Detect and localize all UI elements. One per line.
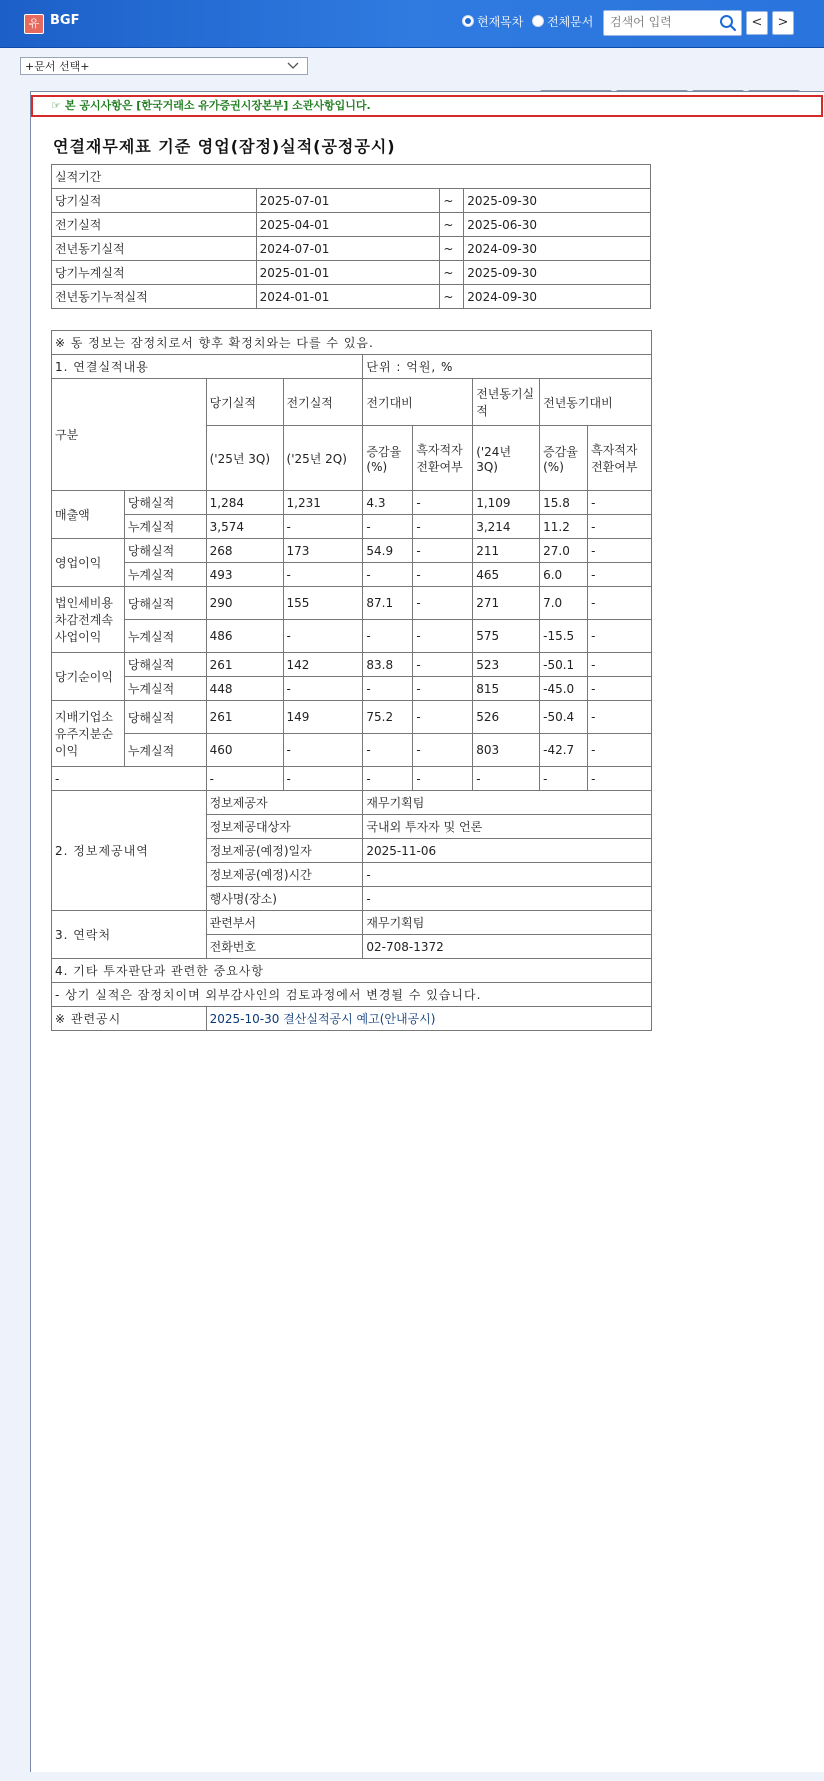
cell: - (588, 767, 652, 791)
row-type: 당해실적 (124, 539, 206, 563)
cell: - (413, 515, 473, 539)
cell: - (52, 767, 207, 791)
search-input[interactable] (604, 11, 710, 33)
cell: - (283, 515, 363, 539)
cell: - (588, 515, 652, 539)
col-header-yoy: 전년동기실적 (473, 379, 540, 426)
contact-value: 재무기획팀 (363, 911, 652, 935)
cell: 3,214 (473, 515, 540, 539)
notice-text: 본 공시사항은 [한국거래소 유가증권시장본부] 소관사항입니다. (64, 99, 371, 112)
page-title: 연결재무제표 기준 영업(잠정)실적(공정공시) (53, 137, 396, 156)
period-label: 전년동기실적 (52, 237, 257, 261)
cell: - (283, 677, 363, 701)
section-3-title: 3. 연락처 (52, 911, 207, 959)
table-row (52, 165, 651, 189)
period-from: 2025-07-01 (256, 189, 440, 213)
table-row (52, 331, 652, 355)
table-row (52, 653, 652, 677)
section-1-title: 1. 연결실적내용 (52, 355, 363, 379)
cell: - (413, 734, 473, 767)
cell: - (413, 677, 473, 701)
col-header-current: 당기실적 (206, 379, 283, 426)
cell: - (588, 701, 652, 734)
cell: - (413, 491, 473, 515)
cell: -42.7 (540, 734, 588, 767)
row-category: 영업이익 (52, 539, 125, 587)
related-disclosure-link[interactable]: 2025-10-30 결산실적공시 예고(안내공시) (206, 1007, 651, 1031)
cell: 268 (206, 539, 283, 563)
cell: - (413, 701, 473, 734)
cell: 54.9 (363, 539, 413, 563)
cell: - (588, 734, 652, 767)
table-row (52, 587, 652, 620)
row-type: 누계실적 (124, 734, 206, 767)
cell: 27.0 (540, 539, 588, 563)
radio-current-label: 현재목차 (477, 15, 524, 29)
cell: - (363, 734, 413, 767)
cell: - (588, 491, 652, 515)
cell: - (283, 563, 363, 587)
app-icon: 유 (24, 14, 44, 34)
info-value: 재무기획팀 (363, 791, 652, 815)
period-sep: ~ (440, 237, 464, 261)
contact-value: 02-708-1372 (363, 935, 652, 959)
row-category: 법인세비용차감전계속사업이익 (52, 587, 125, 653)
cell: - (588, 653, 652, 677)
info-value: - (363, 863, 652, 887)
related-disclosure-label: ※ 관련공시 (52, 1007, 207, 1031)
col-sub-current: ('25년 3Q) (206, 426, 283, 491)
table-row (52, 379, 652, 426)
period-to: 2025-06-30 (464, 213, 651, 237)
table-row (52, 491, 652, 515)
unit-label: 단위 : 억원, % (363, 355, 652, 379)
period-label: 전기실적 (52, 213, 257, 237)
cell: 575 (473, 620, 540, 653)
cell: 3,574 (206, 515, 283, 539)
cell: 142 (283, 653, 363, 677)
cell: - (473, 767, 540, 791)
table-row (52, 620, 652, 653)
cell: 7.0 (540, 587, 588, 620)
cell: -50.1 (540, 653, 588, 677)
cell: - (413, 539, 473, 563)
row-category: 지배기업소유주지분순이익 (52, 701, 125, 767)
table-row (52, 515, 652, 539)
section-4-title: 4. 기타 투자판단과 관련한 중요사항 (52, 959, 652, 983)
document-select-value: +문서 선택+ (25, 60, 90, 73)
cell: - (283, 620, 363, 653)
period-to: 2025-09-30 (464, 261, 651, 285)
period-sep: ~ (440, 213, 464, 237)
document-select[interactable] (20, 57, 308, 75)
cell: 75.2 (363, 701, 413, 734)
period-table (51, 164, 651, 309)
cell: 83.8 (363, 653, 413, 677)
cell: 261 (206, 653, 283, 677)
cell: 493 (206, 563, 283, 587)
chevron-down-icon (287, 60, 299, 72)
cell: -50.4 (540, 701, 588, 734)
col-sub-rate2: 증감율(%) (540, 426, 588, 491)
top-header-bar (0, 0, 824, 48)
next-result-button[interactable] (772, 11, 794, 35)
info-value: 2025-11-06 (363, 839, 652, 863)
cell: 803 (473, 734, 540, 767)
col-sub-yoy: ('24년 3Q) (473, 426, 540, 491)
info-key: 정보제공자 (206, 791, 363, 815)
period-label: 당기실적 (52, 189, 257, 213)
contact-key: 전화번호 (206, 935, 363, 959)
cell: - (588, 620, 652, 653)
row-type: 누계실적 (124, 677, 206, 701)
chevron-right-icon: > (777, 15, 789, 30)
chevron-left-icon: < (751, 15, 763, 30)
notice-banner (31, 95, 823, 117)
cell: 523 (473, 653, 540, 677)
cell: - (588, 587, 652, 620)
cell: 211 (473, 539, 540, 563)
cell: 6.0 (540, 563, 588, 587)
table-row (52, 983, 652, 1007)
table-row (52, 285, 651, 309)
cell: 1,231 (283, 491, 363, 515)
table-row (52, 237, 651, 261)
prev-result-button[interactable] (746, 11, 768, 35)
period-label: 당기누계실적 (52, 261, 257, 285)
table-row (52, 701, 652, 734)
radio-current-toc[interactable] (462, 13, 523, 30)
table-row (52, 734, 652, 767)
table-row (52, 767, 652, 791)
period-from: 2025-01-01 (256, 261, 440, 285)
cell: 173 (283, 539, 363, 563)
row-type: 누계실적 (124, 563, 206, 587)
col-sub-rate: 증감율(%) (363, 426, 413, 491)
cell: 4.3 (363, 491, 413, 515)
cell: - (413, 653, 473, 677)
info-key: 정보제공(예정)시간 (206, 863, 363, 887)
col-header-gubun: 구분 (52, 379, 207, 491)
radio-all-docs[interactable] (532, 13, 593, 30)
cell: 11.2 (540, 515, 588, 539)
table-row (52, 539, 652, 563)
info-value: 국내외 투자자 및 언론 (363, 815, 652, 839)
search-box (603, 10, 742, 36)
row-type: 당해실적 (124, 701, 206, 734)
info-key: 정보제공(예정)일자 (206, 839, 363, 863)
period-from: 2025-04-01 (256, 213, 440, 237)
period-sep: ~ (440, 261, 464, 285)
table-row (52, 791, 652, 815)
period-to: 2025-09-30 (464, 189, 651, 213)
row-category: 매출액 (52, 491, 125, 539)
cell: 1,109 (473, 491, 540, 515)
cell: - (363, 515, 413, 539)
cell: 486 (206, 620, 283, 653)
cell: 815 (473, 677, 540, 701)
row-type: 당해실적 (124, 491, 206, 515)
col-header-previous: 전기실적 (283, 379, 363, 426)
col-header-yoy-compare: 전년동기대비 (540, 379, 652, 426)
row-type: 당해실적 (124, 587, 206, 620)
row-type: 누계실적 (124, 515, 206, 539)
info-key: 행사명(장소) (206, 887, 363, 911)
cell: - (283, 734, 363, 767)
col-header-prev-compare: 전기대비 (363, 379, 473, 426)
row-type: 당해실적 (124, 653, 206, 677)
section-2-title: 2. 정보제공내역 (52, 791, 207, 911)
period-label: 전년동기누적실적 (52, 285, 257, 309)
period-header: 실적기간 (52, 165, 651, 189)
cell: 460 (206, 734, 283, 767)
cell: 15.8 (540, 491, 588, 515)
cell: - (413, 620, 473, 653)
cell: - (588, 563, 652, 587)
table-row (52, 563, 652, 587)
row-type: 누계실적 (124, 620, 206, 653)
results-table (51, 330, 652, 1031)
cell: 261 (206, 701, 283, 734)
cell: 271 (473, 587, 540, 620)
cell: - (588, 539, 652, 563)
cell: - (363, 677, 413, 701)
cell: - (363, 767, 413, 791)
period-to: 2024-09-30 (464, 285, 651, 309)
period-from: 2024-01-01 (256, 285, 440, 309)
cell: - (413, 767, 473, 791)
contact-key: 관련부서 (206, 911, 363, 935)
radio-all-label: 전체문서 (547, 15, 594, 29)
table-row (52, 911, 652, 935)
cell: - (363, 620, 413, 653)
document-viewer (30, 91, 824, 1772)
search-icon[interactable] (719, 14, 737, 32)
table-row (52, 677, 652, 701)
table-row (52, 261, 651, 285)
col-sub-turn: 흑자적자전환여부 (413, 426, 473, 491)
period-sep: ~ (440, 189, 464, 213)
cell: 465 (473, 563, 540, 587)
info-value: - (363, 887, 652, 911)
cell: - (363, 563, 413, 587)
remark-text: - 상기 실적은 잠정치이며 외부감사인의 검토과정에서 변경될 수 있습니다. (52, 983, 652, 1007)
table-row (52, 213, 651, 237)
cell: 526 (473, 701, 540, 734)
cell: - (540, 767, 588, 791)
pointing-hand-icon: ☞ (51, 99, 61, 112)
period-sep: ~ (440, 285, 464, 309)
cell: -15.5 (540, 620, 588, 653)
cell: - (413, 563, 473, 587)
cell: 155 (283, 587, 363, 620)
radio-selected-icon (462, 15, 474, 27)
table-row (52, 355, 652, 379)
table-row (52, 959, 652, 983)
table-row (52, 189, 651, 213)
cell: 87.1 (363, 587, 413, 620)
radio-unselected-icon (532, 15, 544, 27)
col-sub-previous: ('25년 2Q) (283, 426, 363, 491)
cell: 290 (206, 587, 283, 620)
cell: - (588, 677, 652, 701)
company-name: BGF (50, 13, 80, 28)
row-category: 당기순이익 (52, 653, 125, 701)
cell: 149 (283, 701, 363, 734)
disclaimer-note: ※ 동 정보는 잠정치로서 향후 확정치와는 다를 수 있음. (52, 331, 652, 355)
col-sub-turn2: 흑자적자전환여부 (588, 426, 652, 491)
cell: 448 (206, 677, 283, 701)
cell: - (413, 587, 473, 620)
cell: - (283, 767, 363, 791)
cell: - (206, 767, 283, 791)
table-row (52, 1007, 652, 1031)
period-from: 2024-07-01 (256, 237, 440, 261)
info-key: 정보제공대상자 (206, 815, 363, 839)
cell: 1,284 (206, 491, 283, 515)
cell: -45.0 (540, 677, 588, 701)
period-to: 2024-09-30 (464, 237, 651, 261)
